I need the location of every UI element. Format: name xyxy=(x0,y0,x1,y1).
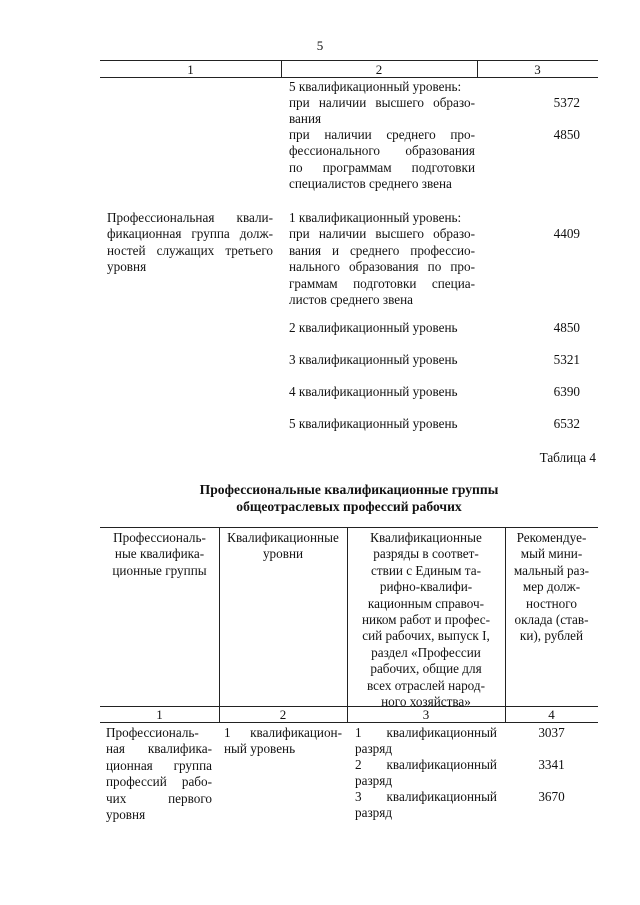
header-line: оклада (став- xyxy=(514,612,589,628)
level-label: 3 квалификационный уровень xyxy=(289,352,458,367)
text-line: 3 квалификационный xyxy=(355,789,497,804)
table4-colnum-1: 1 xyxy=(156,707,163,722)
text-line: 1 квалификацион- xyxy=(224,725,342,740)
table4-numbers-rule xyxy=(100,722,598,723)
text-line: нального образования по про- xyxy=(289,259,475,275)
table4-title xyxy=(100,481,598,515)
text-line: ностей служащих третьего xyxy=(107,242,273,258)
secondary-education-text xyxy=(289,127,475,193)
header-line: мер долж- xyxy=(522,579,581,595)
header-line: мый мини- xyxy=(520,546,583,562)
level-label: 5 квалификационный уровень xyxy=(289,416,458,431)
text-line: профессий рабо- xyxy=(106,774,212,790)
text-line: Профессиональ- xyxy=(106,725,199,740)
header-line: сий рабочих, выпуск I, xyxy=(362,628,490,644)
table4-label: Таблица 4 xyxy=(539,450,596,465)
text-line: фикационная группа долж- xyxy=(107,226,273,242)
text-line: разряд xyxy=(355,773,393,789)
text-line: ционная группа xyxy=(106,757,212,773)
header-line: ного хозяйства» xyxy=(381,694,471,710)
text-line: разряд xyxy=(355,805,393,821)
text-line: уровня xyxy=(106,807,146,823)
text-line: разряд xyxy=(355,741,393,757)
header-line: ционные группы xyxy=(112,562,207,578)
header-line: всех отраслей народ- xyxy=(367,677,485,693)
page-number: 5 xyxy=(316,38,324,53)
text-line: уровня xyxy=(107,259,147,275)
text-line: граммам подготовки специа- xyxy=(289,275,475,291)
text-line: чих первого xyxy=(106,790,212,806)
header-line: ностного xyxy=(526,595,577,611)
header-line: Профессиональ- xyxy=(113,530,206,545)
header-line: ником работ и профес- xyxy=(361,612,491,628)
text-line: вания и среднего профессио- xyxy=(289,242,475,258)
header-line: кационным справоч- xyxy=(367,595,485,611)
salary-value: 4409 xyxy=(553,226,580,241)
text-line: при наличии среднего про- xyxy=(289,127,475,142)
text-line: при наличии высшего образо- xyxy=(289,95,475,110)
header-line: уровни xyxy=(262,546,304,562)
header-col-groups xyxy=(100,530,219,579)
header-col-levels xyxy=(219,530,347,563)
header-line: ствии с Единым та- xyxy=(371,562,481,578)
table3-colnum-1: 1 xyxy=(187,62,194,77)
title-line: общеотраслевых профессий рабочих xyxy=(236,499,462,514)
text-line: листов среднего звена xyxy=(289,292,414,308)
salary-value: 3670 xyxy=(538,789,565,804)
higher-education-text xyxy=(289,95,475,128)
table4-colnum-4: 4 xyxy=(548,707,555,722)
header-line: Квалификационные xyxy=(370,530,482,545)
salary-value: 3037 xyxy=(538,725,565,740)
text-line: 2 квалификационный xyxy=(355,757,497,772)
text-line: 1 квалификационный уровень: xyxy=(289,210,462,225)
salary-value: 4850 xyxy=(553,127,580,142)
table3-top-rule xyxy=(100,60,598,61)
group-name-third-level xyxy=(107,210,273,276)
header-col-salary xyxy=(505,530,598,645)
salary-value: 5372 xyxy=(553,95,580,110)
salary-value: 4850 xyxy=(553,320,580,335)
header-line: ные квалифика- xyxy=(114,546,205,562)
text-line: ная квалифика- xyxy=(106,741,212,757)
grade-row xyxy=(355,757,497,790)
group-name-workers-first-level xyxy=(106,725,212,823)
level5-title: 5 квалификационный уровень: xyxy=(289,79,462,94)
salary-value: 3341 xyxy=(538,757,565,772)
header-line: раздел «Профессии xyxy=(371,644,481,660)
text-line: фессионального образования xyxy=(289,143,475,159)
level-label: 4 квалификационный уровень xyxy=(289,384,458,399)
text-line: при наличии высшего образо- xyxy=(289,226,475,242)
header-line: рабочих, общие для xyxy=(370,661,482,677)
salary-value: 6532 xyxy=(553,416,580,431)
text-line: вания xyxy=(289,111,322,127)
header-line: разряды в соответ- xyxy=(373,546,479,562)
table3-header-rule xyxy=(100,77,598,78)
header-line: ки), рублей xyxy=(519,628,584,644)
table4-colnum-3: 3 xyxy=(422,707,430,722)
table4-top-rule xyxy=(100,527,598,528)
level1-description xyxy=(289,210,475,308)
qualification-level xyxy=(224,725,342,758)
table4-colnum-2: 2 xyxy=(279,707,287,722)
header-col-grades xyxy=(347,530,505,710)
level-label: 2 квалификационный уровень xyxy=(289,320,458,335)
text-line: по программам подготовки xyxy=(289,159,475,175)
title-line: Профессиональные квалификационные группы xyxy=(199,482,499,497)
header-line: Рекомендуе- xyxy=(516,530,587,545)
text-line: ный уровень xyxy=(224,741,296,757)
table3-colnum-2: 2 xyxy=(375,62,383,77)
text-line: специалистов среднего звена xyxy=(289,176,452,192)
salary-value: 6390 xyxy=(553,384,580,399)
header-line: рифно-квалифи- xyxy=(379,579,473,595)
grade-row xyxy=(355,725,497,758)
table3-colnum-3: 3 xyxy=(534,62,541,77)
text-line: 1 квалификационный xyxy=(355,725,497,740)
header-line: Квалификационные xyxy=(227,530,339,545)
grade-row xyxy=(355,789,497,822)
salary-value: 5321 xyxy=(553,352,580,367)
text-line: Профессиональная квали- xyxy=(107,210,273,225)
header-line: мальный раз- xyxy=(513,562,590,578)
